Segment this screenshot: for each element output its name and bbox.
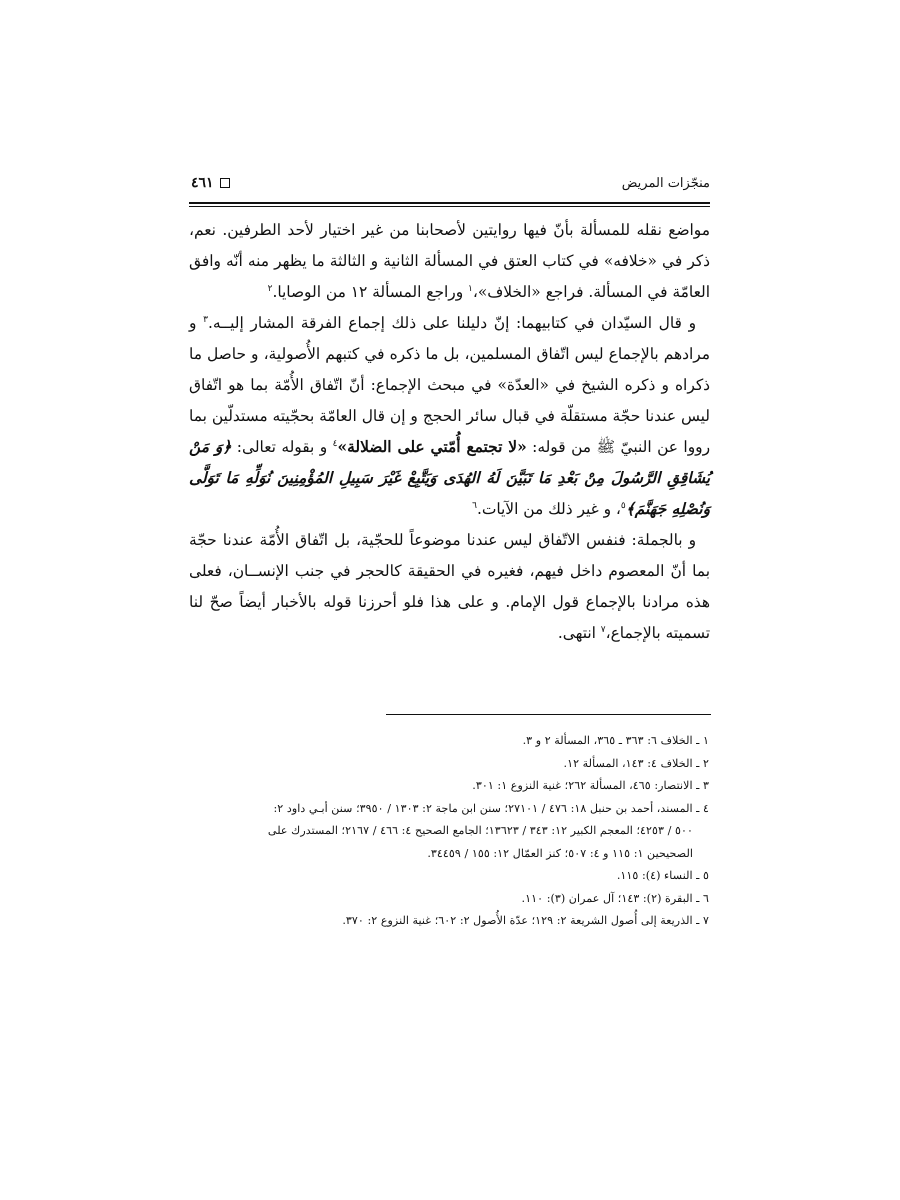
hadith-quote: «لا تجتمع أُمّتي على الضلالة» [337, 438, 527, 456]
footnote-5: ٥ ـ النساء (٤): ١١٥. [616, 869, 709, 882]
main-text [189, 215, 710, 649]
footnote-2: ٢ ـ الخلاف ٤: ١٤٣، المسألة ١٢. [563, 756, 709, 770]
footnote-ref[interactable]: ١ [468, 283, 473, 294]
square-icon [220, 178, 230, 188]
footnote-3: ٣ ـ الانتصار: ٤٦٥، المسألة ٢٦٢؛ غنية النزوع ١: ٣٠١. [472, 779, 709, 792]
paragraph-3 [189, 525, 710, 649]
footnote-4-continued: ٥٠٠ / ٤٢٥٣؛ المعجم الكبير ١٢: ٣٤٣ / ١٣٦٢٣؛ الجامع الصحيح ٤: ٤٦٦ / ٢١٦٧؛ المستدرك على [267, 824, 693, 837]
quran-verse: ﴿وَ مَنْ يُشَاقِقِ الرَّسُولَ مِنْ بَعْدِ مَا تَبَيَّنَ لَهُ الهُدَى وَيَتَّبِعْ غَيْرَ سَبِيلِ المُؤْمِنِينَ نُوَلِّهِ مَا تَوَلَّى وَنُصْلِهِ جَهَنَّمَ﴾ [189, 438, 710, 518]
footnote-6: ٦ ـ البقرة (٢): ١٤٣؛ آل عمران (٣): ١١٠. [521, 891, 709, 905]
paragraph-2-text-d: ، و غير ذلك من الآيات. [476, 500, 621, 518]
running-header [189, 172, 710, 198]
paragraph-3-text-b: انتهى. [557, 624, 601, 642]
page-number-group [191, 175, 230, 191]
header-rule [189, 202, 710, 207]
page-number: ٤٦١ [191, 175, 214, 191]
footnote-ref[interactable]: ٧ [600, 624, 606, 635]
paragraph-2-text-a: و قال السيّدان في كتابيهما: إنّ دليلنا على ذلك إجماع الفرقة المشار إليــه. [207, 314, 697, 332]
paragraph-3-text-a: و بالجملة: فنفس الاتّفاق ليس عندنا موضوعاً للحجّية، بل اتّفاق الأُمّة عندنا حجّة بما أنّ المعصوم داخل فيهم، فغيره في الحقيقة كالحجر في جنب الإنســان، فعلى هذه مرادنا بالإجماع قول الإمام. و على هذا فلو أحرزنا قوله بالأخبار أيضاً صحّ لنا تسميته بالإجماع، [189, 531, 710, 642]
footnote-1: ١ ـ الخلاف ٦: ٣٦٣ ـ ٣٦٥، المسألة ٢ و ٣. [522, 734, 709, 747]
footnote-separator [386, 714, 711, 715]
paragraph-1 [189, 215, 710, 308]
paragraph-1-text: مواضع نقله للمسألة بأنّ فيها روايتين لأصحابنا من غير اختيار لأحد الطرفين. نعم، ذكر في «خلافه» في كتاب العتق في المسألة الثانية و الثالثة ما يظهر منه أنّه وافق العامّة في المسألة. فراجع «الخلاف»، [189, 221, 710, 301]
running-title: منجّزات المريض [621, 176, 710, 191]
footnote-4-continued-2: الصحيحين ١: ١١٥ و ٤: ٥٠٧؛ كنز العمّال ١٢: ١٥٥ / ٣٤٤٥٩. [427, 846, 693, 860]
footnote-ref[interactable]: ٥ [620, 500, 626, 511]
paragraph-2-text-c: و بقوله تعالى: [231, 438, 333, 456]
paragraph-2 [189, 308, 710, 525]
paragraph-1-tail: وراجع المسألة ١٢ من الوصايا. [272, 283, 469, 301]
footnotes [188, 730, 709, 933]
book-page [189, 172, 710, 649]
footnote-7: ٧ ـ الذريعة إلى أُصول الشريعة ٢: ١٢٩؛ عدّة الأُصول ٢: ٦٠٢؛ غنية النزوع ٢: ٣٧٠. [342, 914, 709, 927]
footnote-ref[interactable]: ٤ [332, 438, 338, 449]
footnote-4: ٤ ـ المسند، أحمد بن حنبل ١٨: ٤٧٦ / ٢٧١٠١؛ سنن ابن ماجة ٢: ١٣٠٣ / ٣٩٥٠؛ سنن أبـي داود ٢: [273, 801, 709, 815]
footnote-ref[interactable]: ٦ [472, 500, 477, 511]
footnote-ref[interactable]: ٢ [267, 283, 273, 294]
footnote-ref[interactable]: ٣ [203, 314, 208, 325]
paragraph-2-text-b: و مرادهم بالإجماع ليس اتّفاق المسلمين، بل ما ذكره في كتبهم الأُصولية، و حاصل ما ذكراه و ذكره الشيخ في «العدّة» في مبحث الإجماع: أنّ اتّفاق الأُمّة بما هو اتّفاق ليس عندنا حجّة مستقلّة في قبال سائر الحجج و إن قال العامّة بحجّيته مستدلّين بما رووا عن النبيّ ﷺ من قوله: [189, 314, 710, 456]
